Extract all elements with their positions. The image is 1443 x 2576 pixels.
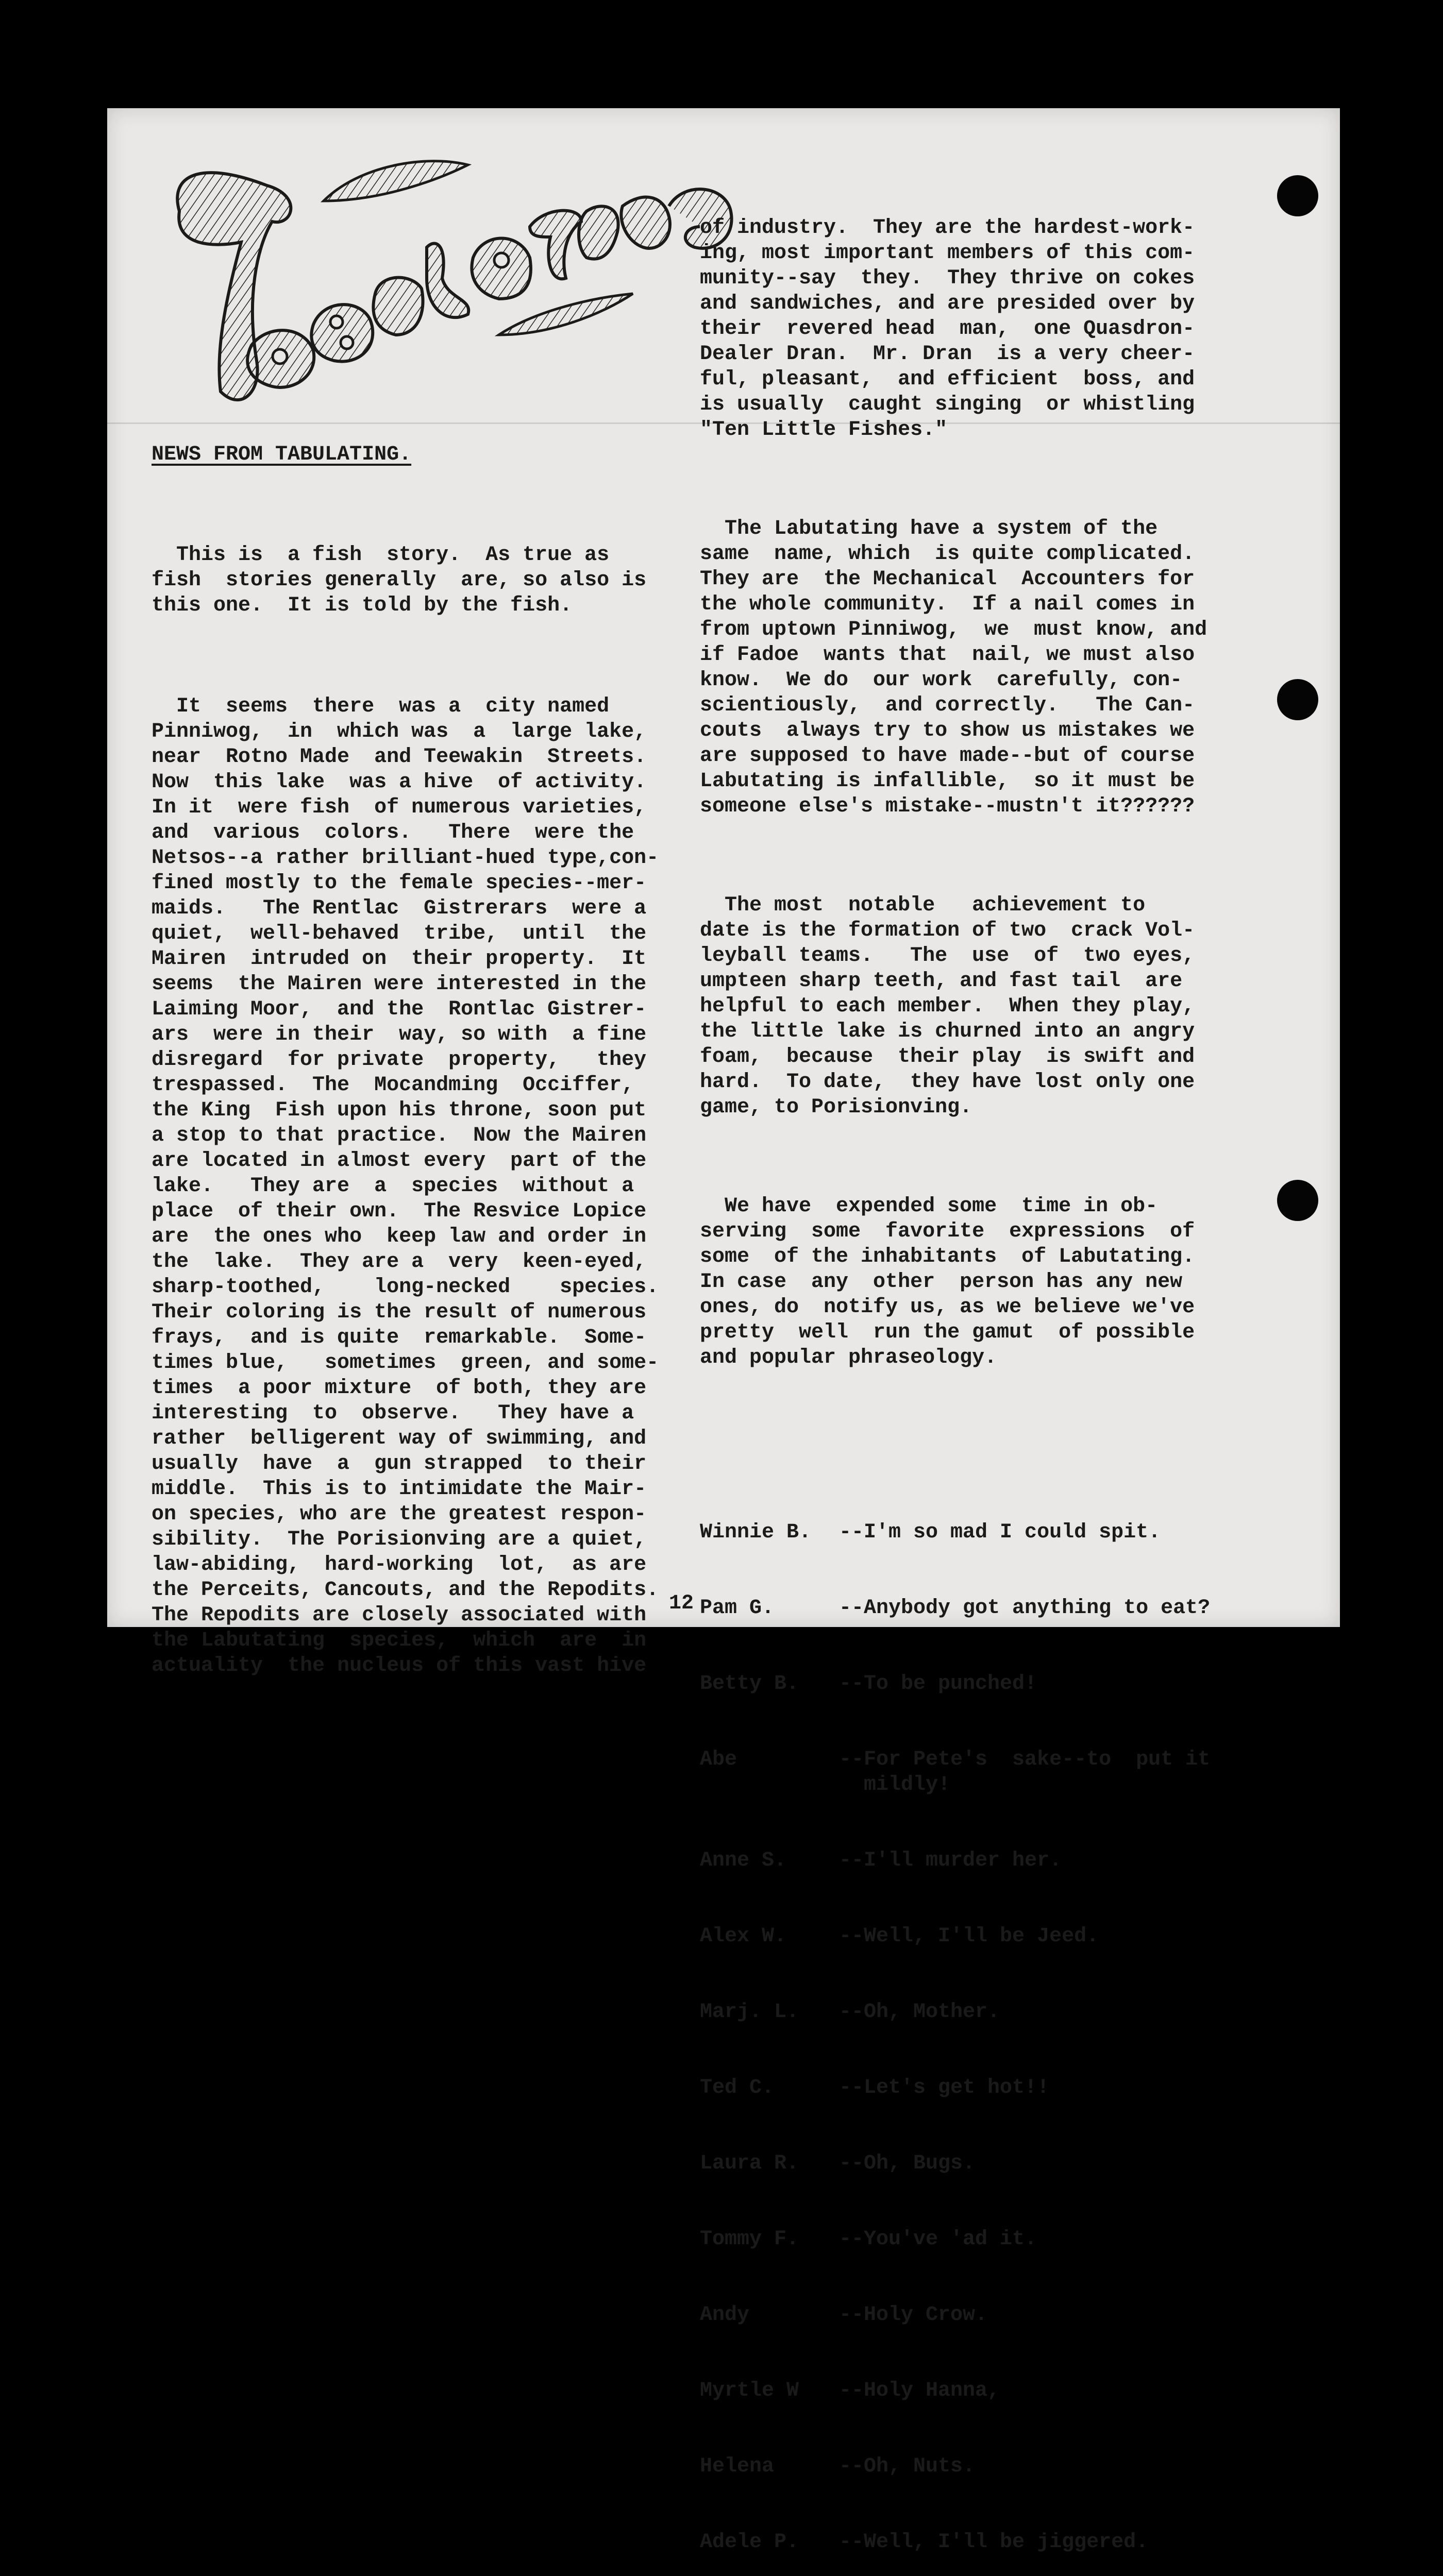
article-heading: NEWS FROM TABULATING.	[152, 443, 412, 466]
person-name: Helena	[700, 2455, 775, 2478]
list-item	[700, 2151, 1210, 2176]
paragraph: It seems there was a city named Pinniwog, in which was a large lake, near Rotno Made and Teewakin Streets. Now this lake was a hive of activity. In it were fish of numerous varieties, and various colors. There were the Netsos--a rather brilliant-hued type,con- fined mostly to the female species--mer- maids. The Rentlac Gistrerars were a quiet, well-behaved tribe, until the Mairen intruded on their property. It seems the Mairen were interested in the Laiming Moor, and the Rontlac Gistrer- ars were in their way, so with a fine disregard for private property, they trespassed. The Mocandming Occiffer, the King Fish upon his throne, soon put a stop to that practice. Now the Mairen are located in almost every part of the lake. They are a species without a place of their own. The Resvice Lopice are the ones who keep law and order in the lake. They are a very keen-eyed, sharp-toothed, long-necked species. Their coloring is the result of numerous frays, and is quite remarkable. Some- times blue, sometimes green, and some- times a poor mixture of both, they are interesting to observe. They have a rather belligerent way of swimming, and usually have a gun strapped to their middle. This is to intimidate the Mair- on species, who are the greatest respon- sibility. The Porisionving are a quiet, law-abiding, hard-working lot, as are the Perceits, Cancouts, and the Repodits. The Repodits are closely associated with the Labutating species, which are in actuality the nucleus of this vast hive	[152, 695, 659, 1677]
paragraph: of industry. They are the hardest-work- ing, most important members of this com- munity--say they. They thrive on cokes and sandwiches, and are presided over by their revered head man, one Quasdron- Dealer Dran. Mr. Dran is a very cheer- ful, pleasant, and efficient boss, and is usually caught singing or whistling "Ten Little Fishes."	[700, 216, 1195, 442]
phrase: --Well, I'll be jiggered.	[839, 2531, 1149, 2554]
list-item	[700, 2378, 1210, 2403]
phrase: --I'm so mad I could spit.	[839, 1521, 1161, 1544]
person-name: Laura R.	[700, 2152, 799, 2175]
person-name: Betty B.	[700, 1672, 799, 1696]
phrase: --Oh, Mother.	[839, 2001, 1000, 2024]
phrase: --Holy Crow.	[839, 2303, 988, 2327]
logo-text: TABULATING	[447, 422, 451, 423]
person-name: Ted C.	[700, 2076, 775, 2099]
phrase: --Holy Hanna,	[839, 2379, 1000, 2402]
list-item	[700, 1520, 1210, 1545]
person-name: Tommy F.	[700, 2228, 799, 2251]
person-name: Adele P.	[700, 2531, 799, 2554]
paragraph: We have expended some time in ob- serving some favorite expressions of some of the inhabitants of Labutating. In case any other person has any new ones, do notify us, as we believe we've pretty well run the gamut of possible and popular phraseology.	[700, 1195, 1195, 1369]
person-name: Myrtle W	[700, 2379, 799, 2402]
paragraph: The most notable achievement to date is the formation of two crack Vol- leyball teams. The use of two eyes, umpteen sharp teeth, and fast tail are helpful to each member. When they play, the little lake is churned into an angry foam, because their play is swift and hard. To date, they have lost only one game, to Porisionving.	[700, 894, 1195, 1119]
list-item	[700, 2302, 1210, 2328]
page-number: 12	[669, 1592, 694, 1615]
person-name: Winnie B.	[700, 1521, 812, 1544]
paragraph: The Labutating have a system of the same name, which is quite complicated. They are the Mechanical Accounters for the whole community. If a nail comes in from uptown Pinniwog, we must know, and if Fadoe wants that nail, we must also know. We do our work carefully, con- scientiously, and correctly. The Can- couts always try to show us mistakes we are supposed to have made--but of course Labutating is infallible, so it must be someone else's mistake--mustn't it??????	[700, 517, 1207, 818]
person-name: Andy	[700, 2303, 750, 2327]
person-name: Marj. L.	[700, 2001, 799, 2024]
list-item	[700, 1848, 1210, 1873]
list-item	[700, 2530, 1210, 2555]
phrase: --Oh, Bugs.	[839, 2152, 976, 2175]
punch-hole	[1277, 679, 1318, 720]
phrase: --For Pete's sake--to put it mildly!	[839, 1748, 1211, 1797]
list-item	[700, 2227, 1210, 2252]
paragraph: This is a fish story. As true as fish stories generally are, so also is this one. It is told by the fish.	[152, 544, 647, 617]
punch-hole	[1277, 1180, 1318, 1221]
punch-hole	[1277, 175, 1318, 216]
phrase: --Well, I'll be Jeed.	[839, 1925, 1099, 1948]
person-name: Pam G.	[700, 1597, 775, 1620]
list-item	[700, 1596, 1210, 1621]
phrase: --To be punched!	[839, 1672, 1037, 1696]
phrase: --Anybody got anything to eat?	[839, 1597, 1211, 1620]
phrase: --You've 'ad it.	[839, 2228, 1037, 2251]
list-item	[700, 1999, 1210, 2025]
list-item	[700, 2454, 1210, 2479]
left-column	[152, 492, 659, 1729]
list-item	[700, 1924, 1210, 1949]
person-name: Abe	[700, 1748, 737, 1771]
phrase: --Let's get hot!!	[839, 2076, 1050, 2099]
phrase: --I'll murder her.	[839, 1849, 1062, 1872]
person-name: Anne S.	[700, 1849, 787, 1872]
tabulating-logo	[138, 144, 746, 433]
phrase: --Oh, Nuts.	[839, 2455, 976, 2478]
right-column	[700, 165, 1210, 2576]
phrases-list	[700, 1469, 1210, 2576]
list-item	[700, 2075, 1210, 2100]
person-name: Alex W.	[700, 1925, 787, 1948]
list-item	[700, 1747, 1210, 1798]
list-item	[700, 1671, 1210, 1697]
document-page	[107, 108, 1340, 2554]
